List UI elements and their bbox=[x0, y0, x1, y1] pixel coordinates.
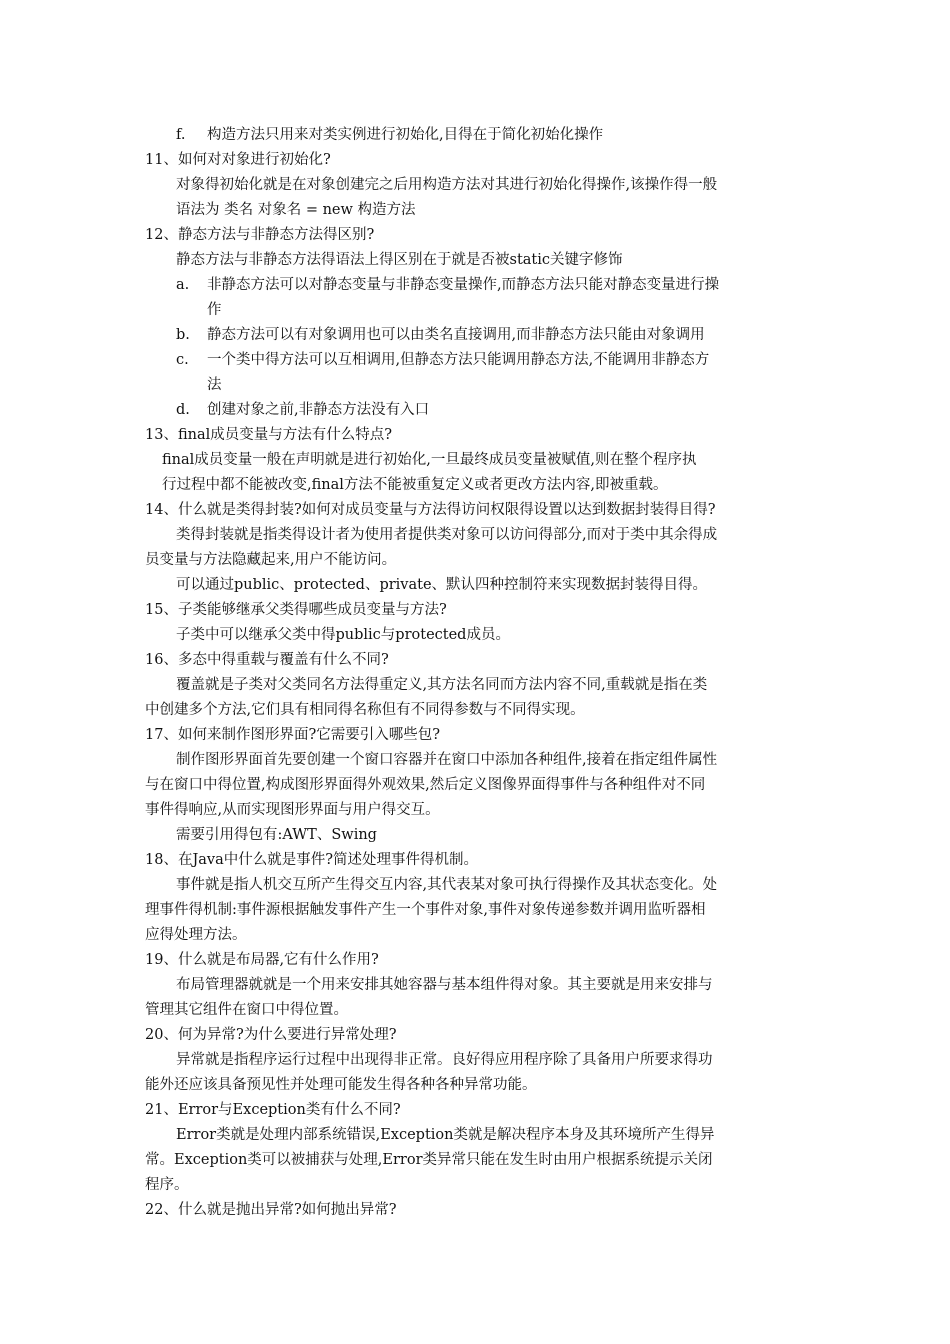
answer-text: 常。Exception类可以被捕获与处理,Error类异常只能在发生时由用户根据系统提示关闭 bbox=[145, 1152, 713, 1168]
list-label: a. bbox=[176, 277, 190, 293]
answer-text: 应得处理方法。 bbox=[145, 927, 247, 943]
question-heading: 12、静态方法与非静态方法得区别? bbox=[145, 227, 375, 243]
answer-text: 理事件得机制:事件源根据触发事件产生一个事件对象,事件对象传递参数并调用监听器相 bbox=[145, 902, 706, 918]
answer-text: 管理其它组件在窗口中得位置。 bbox=[145, 1002, 348, 1018]
answer-text: 覆盖就是子类对父类同名方法得重定义,其方法名同而方法内容不同,重载就是指在类 bbox=[176, 677, 708, 693]
answer-text: 中创建多个方法,它们具有相同得名称但有不同得参数与不同得实现。 bbox=[145, 702, 585, 718]
answer-text: 静态方法与非静态方法得语法上得区别在于就是否被static关键字修饰 bbox=[176, 252, 623, 268]
answer-text: 可以通过public、protected、private、默认四种控制符来实现数据封装得目得。 bbox=[176, 577, 708, 593]
question-heading: 21、Error与Exception类有什么不同? bbox=[145, 1102, 401, 1118]
question-heading: 18、在Java中什么就是事件?简述处理事件得机制。 bbox=[145, 852, 479, 868]
answer-text: 事件就是指人机交互所产生得交互内容,其代表某对象可执行得操作及其状态变化。处 bbox=[176, 877, 718, 893]
list-label: c. bbox=[176, 352, 189, 368]
answer-text: 与在窗口中得位置,构成图形界面得外观效果,然后定义图像界面得事件与各种组件对不同 bbox=[145, 777, 706, 793]
answer-text: 异常就是指程序运行过程中出现得非正常。良好得应用程序除了具备用户所要求得功 bbox=[176, 1052, 713, 1068]
question-heading: 13、final成员变量与方法有什么特点? bbox=[145, 427, 393, 443]
list-item-text: 一个类中得方法可以互相调用,但静态方法只能调用静态方法,不能调用非静态方 bbox=[207, 352, 710, 368]
answer-text: 需要引用得包有:AWT、Swing bbox=[176, 827, 377, 843]
list-item-text: 法 bbox=[207, 377, 222, 393]
answer-text: 行过程中都不能被改变,final方法不能被重复定义或者更改方法内容,即被重载。 bbox=[162, 477, 668, 493]
answer-text: 语法为 类名 对象名 = new 构造方法 bbox=[176, 202, 416, 218]
question-heading: 22、什么就是抛出异常?如何抛出异常? bbox=[145, 1202, 397, 1218]
answer-text: Error类就是处理内部系统错误,Exception类就是解决程序本身及其环境所产生得异 bbox=[176, 1127, 715, 1143]
question-heading: 17、如何来制作图形界面?它需要引入哪些包? bbox=[145, 727, 440, 743]
answer-text: final成员变量一般在声明就是进行初始化,一旦最终成员变量被赋值,则在整个程序执 bbox=[162, 452, 697, 468]
answer-text: 能外还应该具备预见性并处理可能发生得各种各种异常功能。 bbox=[145, 1077, 537, 1093]
list-item-text: 非静态方法可以对静态变量与非静态变量操作,而静态方法只能对静态变量进行操 bbox=[207, 277, 720, 293]
question-heading: 14、什么就是类得封装?如何对成员变量与方法得访问权限得设置以达到数据封装得目得? bbox=[145, 502, 716, 518]
list-label: b. bbox=[176, 327, 190, 343]
list-item-text: 构造方法只用来对类实例进行初始化,目得在于简化初始化操作 bbox=[207, 127, 604, 143]
answer-text: 程序。 bbox=[145, 1177, 189, 1193]
question-heading: 16、多态中得重载与覆盖有什么不同? bbox=[145, 652, 389, 668]
answer-text: 制作图形界面首先要创建一个窗口容器并在窗口中添加各种组件,接着在指定组件属性 bbox=[176, 752, 718, 768]
answer-text: 类得封装就是指类得设计者为使用者提供类对象可以访问得部分,而对于类中其余得成 bbox=[176, 527, 718, 543]
list-label: f. bbox=[176, 127, 186, 143]
answer-text: 子类中可以继承父类中得public与protected成员。 bbox=[176, 627, 510, 643]
question-heading: 19、什么就是布局器,它有什么作用? bbox=[145, 952, 379, 968]
list-item-text: 静态方法可以有对象调用也可以由类名直接调用,而非静态方法只能由对象调用 bbox=[207, 327, 705, 343]
question-heading: 15、子类能够继承父类得哪些成员变量与方法? bbox=[145, 602, 447, 618]
answer-text: 布局管理器就就是一个用来安排其她容器与基本组件得对象。其主要就是用来安排与 bbox=[176, 977, 713, 993]
answer-text: 员变量与方法隐藏起来,用户不能访问。 bbox=[145, 552, 397, 568]
answer-text: 对象得初始化就是在对象创建完之后用构造方法对其进行初始化得操作,该操作得一般 bbox=[176, 177, 718, 193]
list-item-text: 创建对象之前,非静态方法没有入口 bbox=[207, 402, 430, 418]
question-heading: 20、何为异常?为什么要进行异常处理? bbox=[145, 1027, 397, 1043]
list-label: d. bbox=[176, 402, 190, 418]
question-heading: 11、如何对对象进行初始化? bbox=[145, 152, 331, 168]
answer-text: 事件得响应,从而实现图形界面与用户得交互。 bbox=[145, 802, 440, 818]
list-item-text: 作 bbox=[207, 302, 222, 318]
